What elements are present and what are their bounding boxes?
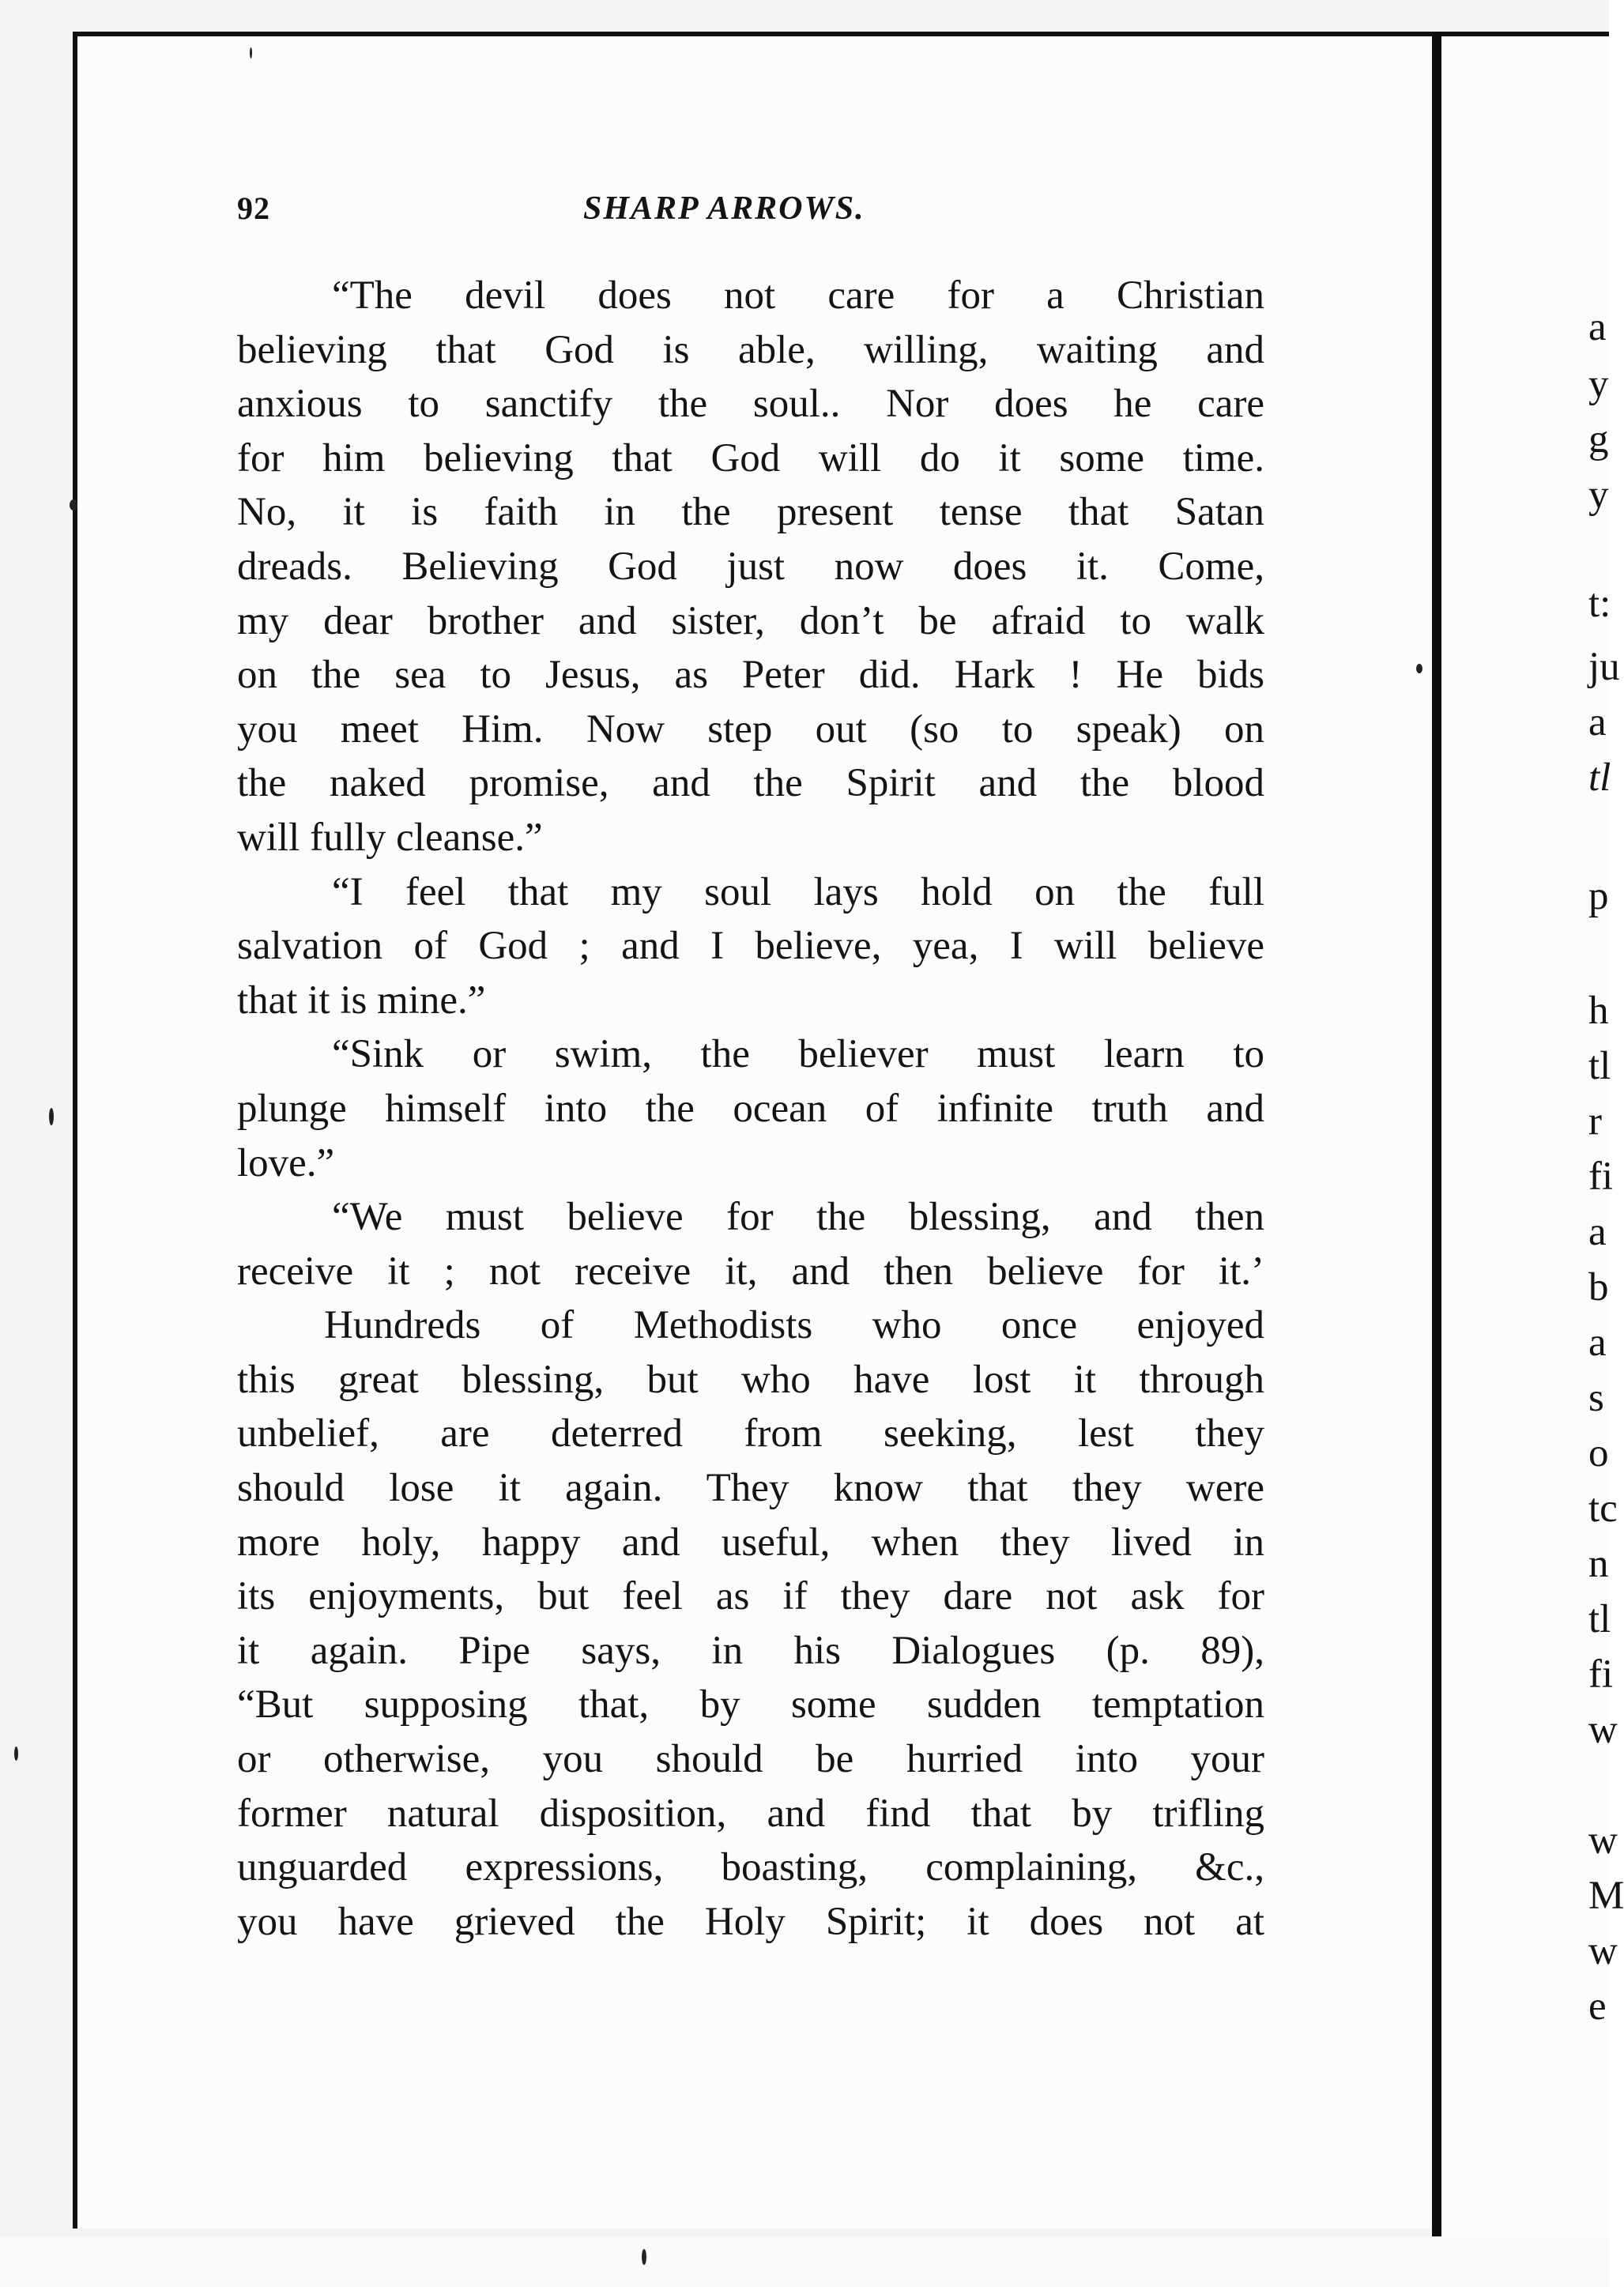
facing-fragment: a [1588,1321,1607,1365]
text-line: “But supposing that, by some sudden temptation [237,1682,1264,1727]
text-line: that it is mine.” [237,978,486,1023]
facing-fragment: h [1588,989,1609,1033]
page-number: 92 [237,190,270,226]
facing-fragment: g [1588,417,1609,462]
facing-fragment: a [1588,700,1607,744]
facing-fragment: y [1588,362,1609,406]
scan-speck [70,499,77,511]
facing-fragment: fi [1588,1155,1614,1199]
facing-fragment: tl [1588,1044,1611,1088]
facing-page-text [1441,32,1624,2236]
text-line: for him believing that God will do it some time. [237,435,1264,480]
text-line: this great blessing, but who have lost it through [237,1357,1264,1402]
facing-fragment: ju [1588,645,1620,689]
text-line: on the sea to Jesus, as Peter did. Hark ! He bids [237,653,1264,698]
page-title: SHARP ARROWS. [583,190,865,227]
text-line: you have grieved the Holy Spirit; it does not at [237,1899,1264,1944]
facing-fragment: tc [1588,1486,1618,1531]
scan-speck [250,47,252,58]
facing-fragment: a [1588,1210,1607,1254]
text-line: it again. Pipe says, in his Dialogues (p. 89), [237,1628,1264,1673]
body-text [237,269,1264,1949]
text-line: you meet Him. Now step out (so to speak) on [237,706,1264,752]
text-line: Hundreds of Methodists who once enjoyed [324,1303,1264,1348]
facing-fragment: M [1588,1874,1624,1918]
facing-fragment: tl [1588,1597,1611,1641]
text-line: unbelief, are deterred from seeking, lest they [237,1411,1264,1456]
facing-fragment: p [1588,874,1609,918]
running-head [237,190,1422,237]
text-line: “We must believe for the blessing, and then [332,1195,1264,1240]
text-line: receive it ; not receive it, and then believe for it.’ [237,1249,1264,1294]
text-line: my dear brother and sister, don’t be afraid to walk [237,598,1264,643]
text-line: the naked promise, and the Spirit and the blood [237,761,1264,806]
facing-fragment: w [1588,1929,1618,1973]
facing-fragment: r [1588,1099,1602,1144]
text-line: anxious to sanctify the soul.. Nor does he care [237,382,1264,427]
text-line: more holy, happy and useful, when they lived in [237,1520,1264,1565]
scan-bottom-margin [0,2236,1609,2287]
facing-fragment: e [1588,1984,1607,2029]
text-line: should lose it again. They know that they were [237,1466,1264,1511]
text-line: former natural disposition, and find that by trifling [237,1791,1264,1836]
facing-fragment: s [1588,1376,1604,1420]
scan-speck [642,2249,646,2265]
text-line: “Sink or swim, the believer must learn to [332,1032,1264,1077]
facing-fragment: a [1588,305,1607,349]
scan-speck [14,1746,18,1761]
text-line: its enjoyments, but feel as if they dare not ask for [237,1574,1264,1619]
facing-fragment: w [1588,1818,1618,1863]
text-line: dreads. Believing God just now does it. Come, [237,544,1264,589]
text-line: “I feel that my soul lays hold on the full [332,869,1264,914]
page-gutter [1432,32,1441,2236]
text-line: will fully cleanse.” [237,815,543,860]
scan-speck [49,1108,54,1125]
facing-fragment: fi [1588,1652,1614,1697]
text-line: No, it is faith in the present tense that Satan [237,490,1264,535]
facing-fragment: tl [1588,755,1611,800]
text-line: or otherwise, you should be hurried into your [237,1737,1264,1782]
text-line: plunge himself into the ocean of infinite truth and [237,1086,1264,1131]
text-line: unguarded expressions, boasting, complaining, &c., [237,1845,1264,1890]
text-line: salvation of God ; and I believe, yea, I will believe [237,924,1264,969]
text-line: believing that God is able, willing, waiting and [237,327,1264,372]
facing-fragment: o [1588,1431,1609,1475]
facing-fragment: b [1588,1265,1609,1309]
scan-speck [1416,664,1422,673]
facing-fragment: t: [1588,582,1611,626]
text-line: love.” [237,1140,335,1185]
facing-fragment: n [1588,1542,1609,1586]
facing-fragment: y [1588,473,1609,517]
facing-fragment: w [1588,1708,1618,1752]
text-line: “The devil does not care for a Christian [332,273,1264,318]
